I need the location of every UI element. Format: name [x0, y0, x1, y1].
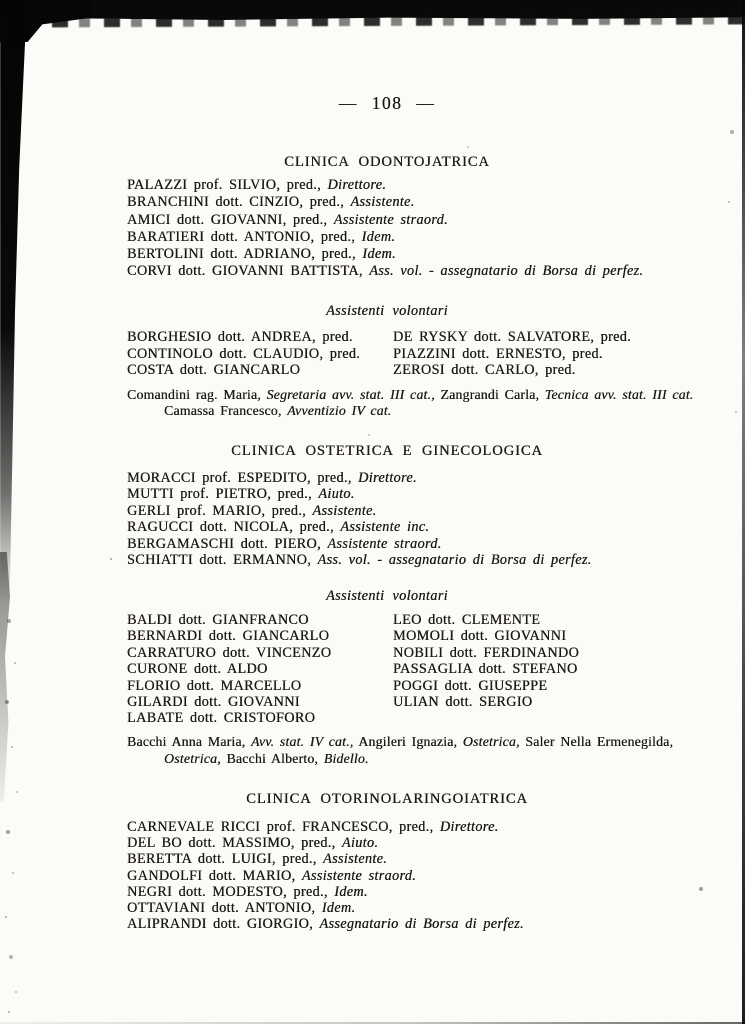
staff-entry	[127, 819, 673, 835]
volunteer-entry: GILARDI dott. GIOVANNI	[127, 694, 300, 711]
staff-note-ostetrica	[127, 734, 727, 768]
volunteers-heading: Assistenti volontari	[326, 588, 448, 604]
note-text-italic: Segretaria avv. stat. III cat.,	[266, 387, 435, 402]
volunteer-entry: ULIAN dott. SERGIO	[393, 694, 533, 711]
volunteer-entry: DE RYSKY dott. SALVATORE, pred.	[393, 329, 632, 345]
section-title-ostetrica: CLINICA OSTETRICA E GINECOLOGICA	[231, 443, 543, 459]
staff-entry	[127, 851, 673, 867]
scan-border-top-rough-edge	[0, 15, 745, 27]
staff-entry	[127, 246, 673, 263]
scan-border-left-tail	[0, 552, 10, 802]
staff-list-ostetrica	[127, 470, 673, 568]
staff-note-line	[127, 734, 727, 751]
volunteers-column-left	[127, 329, 360, 379]
volunteer-entry: LABATE dott. CRISTOFORO	[127, 710, 316, 727]
staff-entry	[127, 835, 673, 851]
staff-role: Assistente.	[350, 194, 415, 211]
staff-name: ALIPRANDI dott. GIORGIO,	[127, 916, 314, 933]
staff-role: Ass. vol. - assegnatario di Borsa di perfez.	[369, 263, 644, 280]
staff-role: Idem.	[362, 246, 396, 263]
staff-entry	[127, 177, 673, 194]
volunteer-entry: POGGI dott. GIUSEPPE	[393, 677, 548, 694]
staff-role: Direttore.	[439, 819, 499, 835]
staff-role: Aiuto.	[341, 835, 379, 852]
staff-role: Assistente.	[312, 502, 377, 519]
staff-role: Assistente straord.	[333, 211, 448, 228]
staff-name: GERLI prof. MARIO, pred.,	[127, 502, 306, 519]
staff-entry	[127, 486, 673, 502]
staff-name: BERGAMASCHI dott. PIERO,	[127, 535, 321, 552]
staff-entry	[127, 900, 673, 916]
staff-name: BERETTA dott. LUIGI, pred.,	[127, 851, 317, 868]
staff-name: CORVI dott. GIOVANNI BATTISTA,	[127, 263, 363, 280]
staff-role: Idem.	[321, 900, 356, 917]
staff-role: Assistente.	[323, 851, 388, 868]
note-text: Comandini rag. Maria,	[127, 387, 267, 402]
staff-role: Assistente inc.	[340, 519, 430, 536]
staff-list-otorinolaringoiatrica	[127, 819, 673, 932]
volunteer-entry: PIAZZINI dott. ERNESTO, pred.	[393, 345, 603, 362]
staff-role: Assistente straord.	[327, 535, 442, 552]
staff-role: Ass. vol. - assegnatario di Borsa di perfez.	[317, 552, 592, 569]
staff-name: MORACCI prof. ESPEDITO, pred.,	[127, 470, 352, 486]
staff-note-line	[127, 751, 727, 768]
note-text-italic: Avventizio IV cat.	[287, 403, 392, 419]
staff-name: DEL BO dott. MASSIMO, pred.,	[127, 835, 336, 852]
note-text: Bacchi Anna Maria,	[127, 734, 251, 749]
staff-role: Assegnatario di Borsa di perfez.	[319, 916, 524, 933]
note-text: Saler Nella Ermenegilda,	[519, 734, 674, 749]
staff-name: AMICI dott. GIOVANNI, pred.,	[127, 211, 328, 228]
volunteer-entry: MOMOLI dott. GIOVANNI	[393, 628, 567, 645]
scan-border-left	[0, 0, 30, 600]
staff-role: Direttore.	[358, 470, 417, 486]
staff-entry	[127, 868, 673, 884]
staff-entry	[127, 503, 673, 519]
note-text: Angileri Ignazia,	[353, 734, 463, 749]
volunteers-column-right	[393, 612, 579, 710]
staff-entry	[127, 916, 673, 932]
page-number: — 108 —	[338, 93, 436, 113]
note-text-italic: Avv. stat. IV cat.,	[250, 734, 354, 749]
volunteer-entry: LEO dott. CLEMENTE	[393, 612, 541, 628]
volunteer-entry: NOBILI dott. FERDINANDO	[393, 644, 580, 661]
staff-entry	[127, 519, 673, 535]
volunteer-entry: FLORIO dott. MARCELLO	[127, 677, 302, 694]
staff-entry	[127, 884, 673, 900]
scan-noise-speckles	[0, 0, 2, 2]
staff-name: NEGRI dott. MODESTO, pred.,	[127, 883, 328, 900]
note-text-italic: Tecnica avv. stat. III cat.	[544, 387, 694, 402]
staff-entry	[127, 552, 673, 568]
staff-name: OTTAVIANI dott. ANTONIO,	[127, 900, 316, 917]
note-text-italic: Bidello.	[323, 750, 369, 766]
staff-note-odontoiatrica	[127, 387, 727, 420]
volunteers-column-right	[393, 329, 631, 379]
staff-role: Aiuto.	[318, 486, 355, 503]
staff-entry	[127, 263, 673, 280]
volunteer-entry: BORGHESIO dott. ANDREA, pred.	[127, 329, 353, 345]
staff-name: RAGUCCI dott. NICOLA, pred.,	[127, 519, 334, 536]
staff-name: PALAZZI prof. SILVIO, pred.,	[127, 177, 321, 193]
note-text-italic: Ostetrica,	[164, 750, 221, 766]
staff-role: Direttore.	[327, 177, 387, 193]
section-title-odontoiatrica: CLINICA ODONTOJATRICA	[284, 154, 490, 170]
staff-role: Idem.	[361, 228, 396, 245]
volunteer-entry: COSTA dott. GIANCARLO	[127, 362, 301, 379]
staff-role: Assistente straord.	[301, 867, 417, 884]
staff-name: CARNEVALE RICCI prof. FRANCESCO, pred.,	[127, 819, 434, 835]
note-text: Zangrandi Carla,	[434, 387, 545, 402]
staff-note-line	[127, 387, 727, 403]
staff-entry	[127, 536, 673, 552]
volunteer-entry: CARRATURO dott. VINCENZO	[127, 644, 332, 661]
note-text: Bacchi Alberto,	[220, 750, 324, 766]
staff-entry	[127, 212, 673, 229]
note-text-italic: Ostetrica,	[462, 734, 520, 749]
staff-note-line	[127, 403, 727, 419]
volunteer-entry: ZEROSI dott. CARLO, pred.	[393, 362, 576, 379]
volunteers-heading: Assistenti volontari	[326, 303, 448, 319]
volunteers-column-left	[127, 612, 331, 727]
staff-name: BRANCHINI dott. CINZIO, pred.,	[127, 194, 344, 211]
volunteer-entry: BALDI dott. GIANFRANCO	[127, 612, 309, 628]
staff-name: MUTTI prof. PIETRO, pred.,	[127, 486, 312, 503]
staff-name: BARATIERI dott. ANTONIO, pred.,	[127, 228, 356, 245]
staff-entry	[127, 194, 673, 211]
note-text: Camassa Francesco,	[164, 403, 288, 419]
staff-name: BERTOLINI dott. ADRIANO, pred.,	[127, 246, 356, 263]
staff-list-odontoiatrica	[127, 177, 673, 281]
section-title-otorinolaringoiatrica: CLINICA OTORINOLARINGOIATRICA	[246, 791, 528, 807]
staff-entry	[127, 470, 673, 486]
volunteer-entry: PASSAGLIA dott. STEFANO	[393, 661, 578, 678]
volunteer-entry: CURONE dott. ALDO	[127, 661, 268, 678]
staff-name: SCHIATTI dott. ERMANNO,	[127, 552, 312, 569]
volunteer-entry: BERNARDI dott. GIANCARLO	[127, 628, 330, 645]
staff-entry	[127, 229, 673, 246]
staff-name: GANDOLFI dott. MARIO,	[127, 867, 296, 884]
staff-role: Idem.	[334, 883, 368, 900]
volunteer-entry: CONTINOLO dott. CLAUDIO, pred.	[127, 345, 361, 362]
